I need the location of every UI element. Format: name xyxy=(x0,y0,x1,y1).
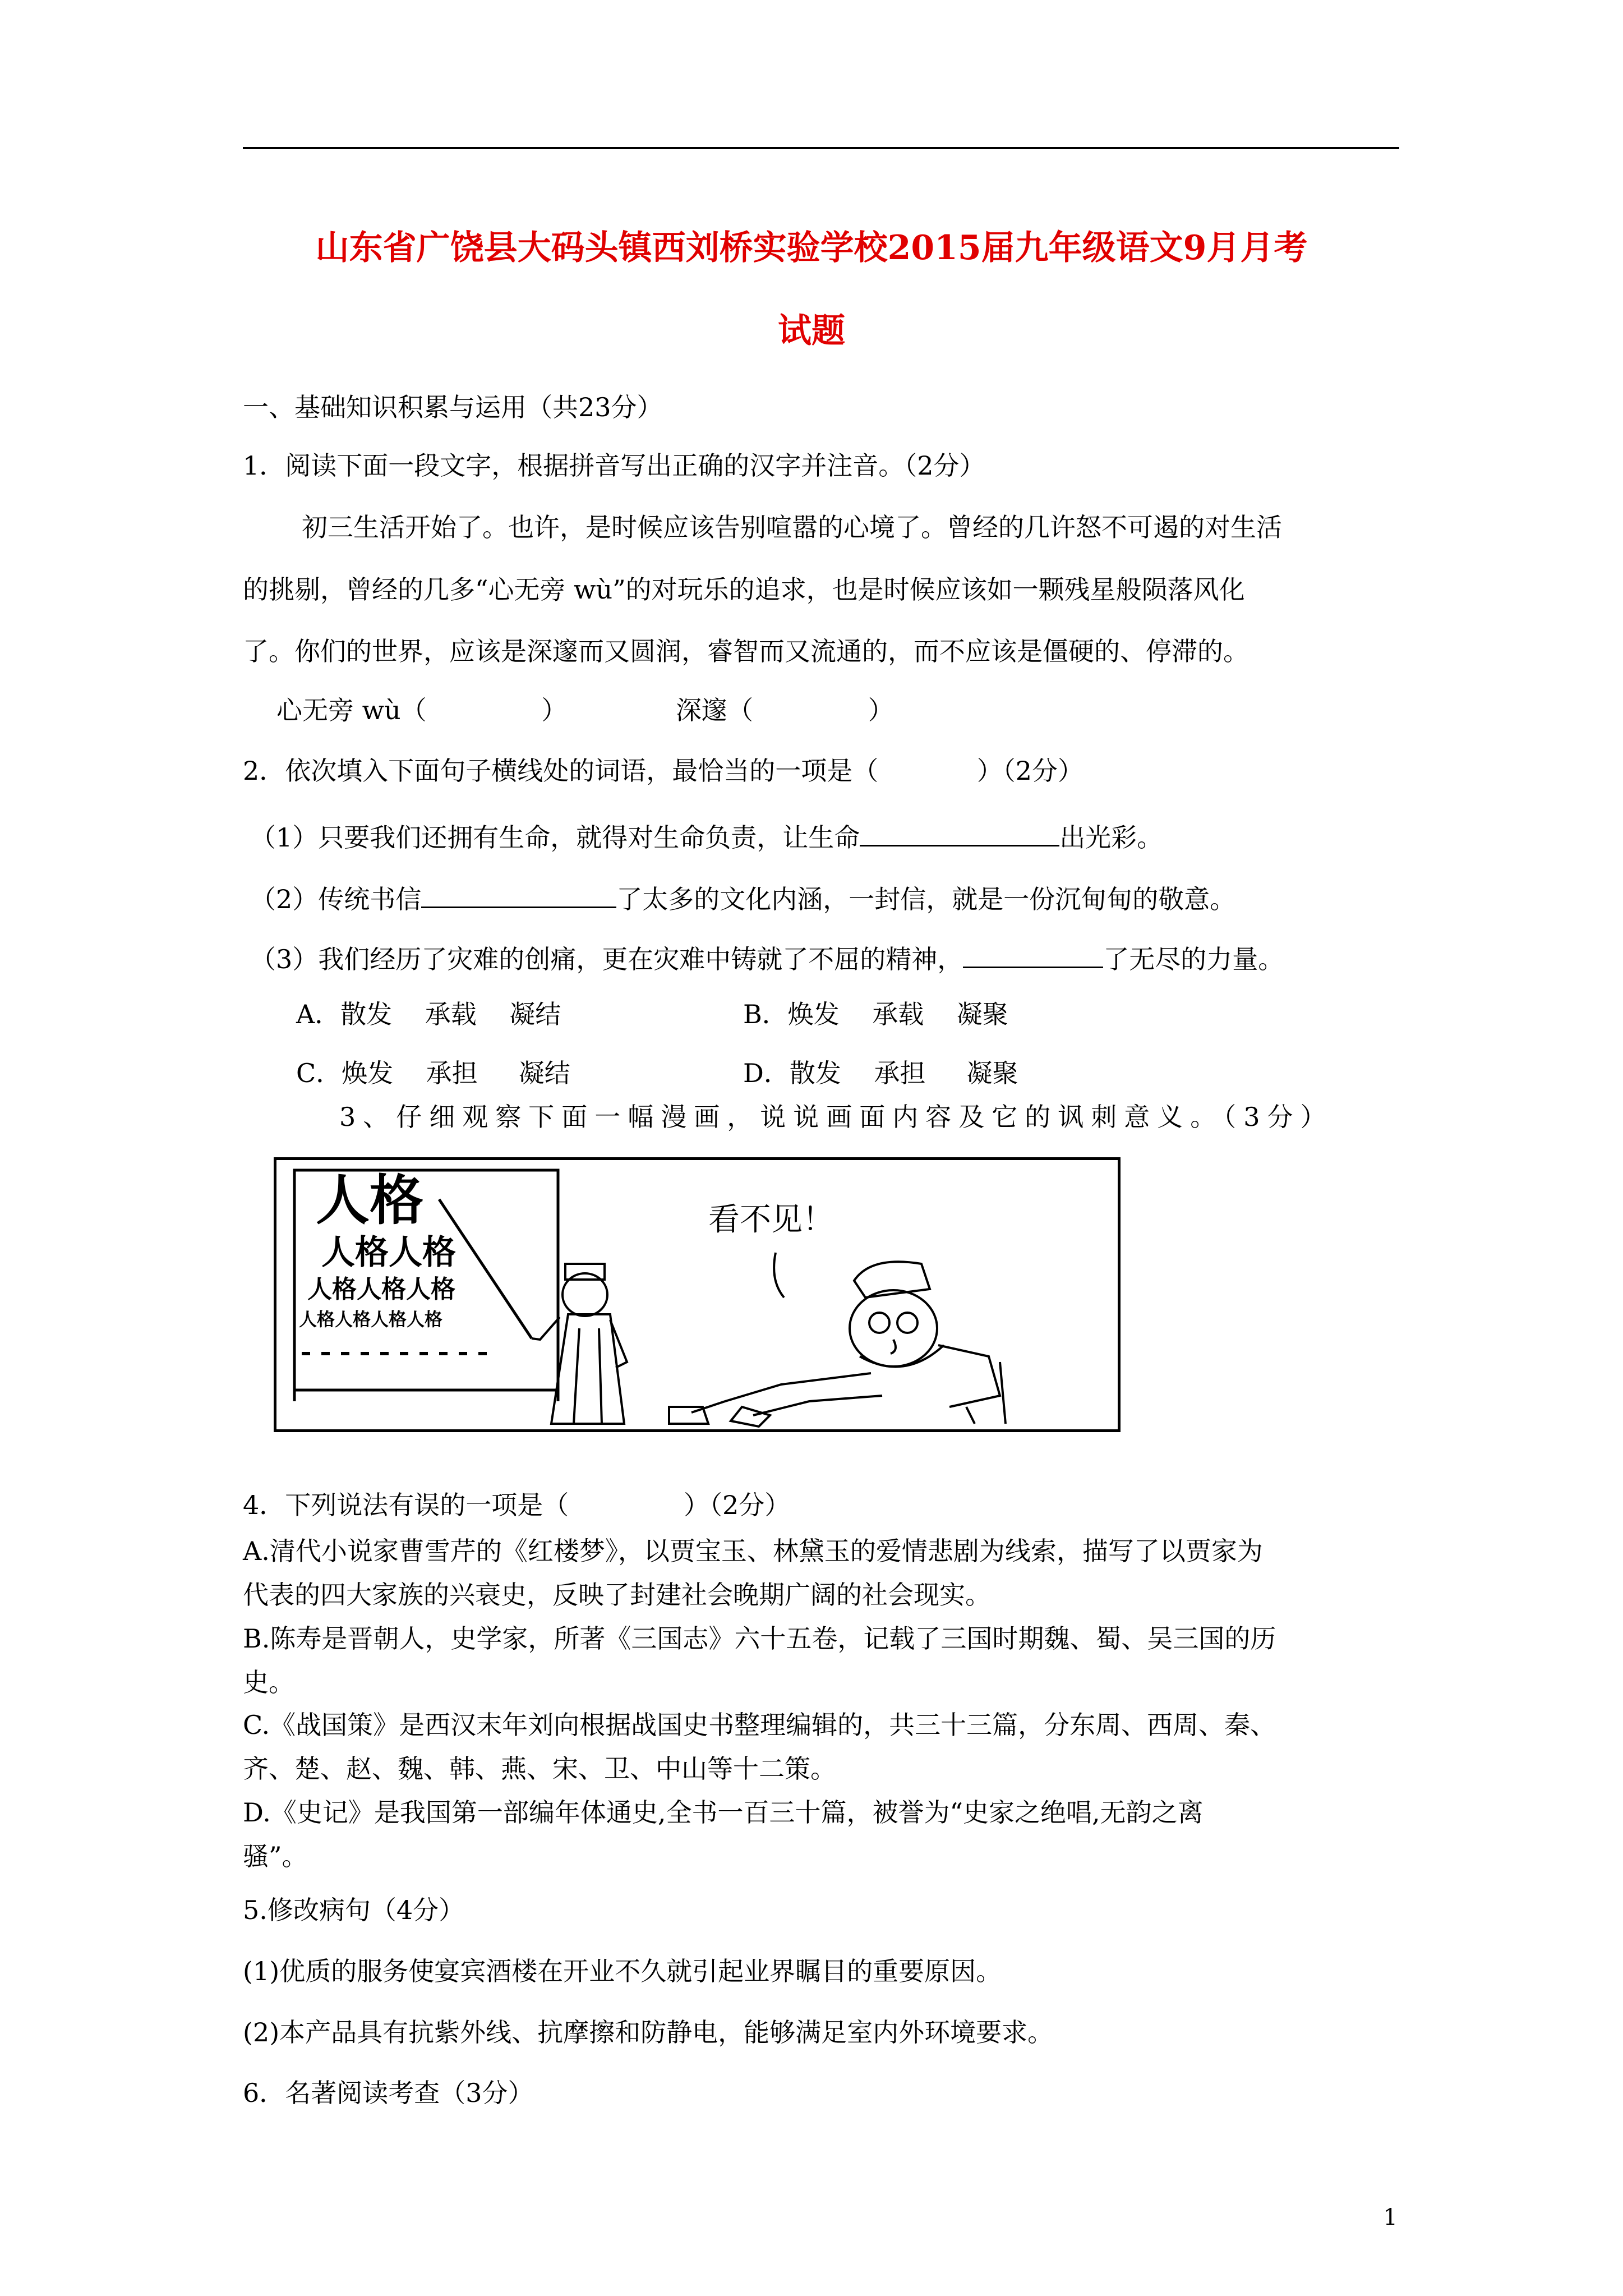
q3-prompt: 3、仔细观察下面一幅漫画，说说画面内容及它的讽刺意义。（3分） xyxy=(339,1102,1334,1132)
q2-s3-after: 了无尽的力量。 xyxy=(1103,944,1284,974)
chart-row3: 人格人格人格 xyxy=(307,1275,455,1304)
doctor-figure xyxy=(532,1264,627,1424)
q1-passage-line1: 初三生活开始了。也许，是时候应该告别喧嚣的心境了。曾经的几许怒不可遏的对生活 xyxy=(302,512,1282,542)
q4-option-b-line1: B.陈寿是晋朝人，史学家，所著《三国志》六十五卷，记载了三国时期魏、蜀、吴三国的历 xyxy=(243,1623,1276,1654)
q4-prompt: 4．下列说法有误的一项是（ ）（2分） xyxy=(243,1490,791,1520)
q2-sentence3 xyxy=(250,941,1284,972)
q2-option-d: D．散发 承担 凝聚 xyxy=(743,1058,1018,1088)
q2-s2-after: 了太多的文化内涵，一封信，就是一份沉甸甸的敬意。 xyxy=(616,884,1236,914)
speech-tail xyxy=(774,1253,784,1297)
q1-answer-b: 深邃（ ） xyxy=(676,695,894,725)
q5-sentence2: (2)本产品具有抗紫外线、抗摩擦和防静电，能够满足室内外环境要求。 xyxy=(243,2017,1054,2047)
q2-sentence2 xyxy=(250,881,1235,912)
q2-option-a: A．散发 承载 凝结 xyxy=(296,999,561,1029)
chart-row2: 人格人格 xyxy=(321,1233,456,1272)
q2-option-c: C．焕发 承担 凝结 xyxy=(296,1058,570,1088)
q4-option-a-line1: A.清代小说家曹雪芹的《红楼梦》，以贾宝玉、林黛玉的爱情悲剧为线索，描写了以贾家为 xyxy=(243,1536,1263,1566)
speech-text: 看不见！ xyxy=(708,1202,834,1238)
q1-prompt: 1．阅读下面一段文字，根据拼音写出正确的汉字并注音。（2分） xyxy=(243,450,985,481)
top-rule xyxy=(243,147,1399,149)
page-number: 1 xyxy=(1383,2205,1398,2230)
q4-option-c-line2: 齐、楚、赵、魏、韩、燕、宋、卫、中山等十二策。 xyxy=(243,1754,836,1784)
cartoon-drawing xyxy=(276,1160,1118,1429)
chart-row1: 人格 xyxy=(316,1169,423,1232)
doc-title-line1: 山东省广饶县大码头镇西刘桥实验学校2015届九年级语文9月月考 xyxy=(315,228,1308,268)
section1-heading: 一、基础知识积累与运用（共23分） xyxy=(243,392,663,422)
q2-s2-before: （2）传统书信 xyxy=(250,884,422,914)
q1-passage-line2: 的挑剔，曾经的几多“心无旁 wù”的对玩乐的追求，也是时候应该如一颗残星般陨落风化 xyxy=(243,574,1245,605)
q4-option-a-line2: 代表的四大家族的兴衰史，反映了封建社会晚期广阔的社会现实。 xyxy=(243,1580,991,1610)
q2-s3-before: （3）我们经历了灾难的创痛，更在灾难中铸就了不屈的精神， xyxy=(250,944,963,974)
q2-s1-blank xyxy=(860,819,1059,846)
chart-row4: 人格人格人格人格 xyxy=(299,1309,443,1330)
q2-s3-blank xyxy=(963,941,1103,968)
q2-s1-before: （1）只要我们还拥有生命，就得对生命负责，让生命 xyxy=(250,822,860,853)
q2-prompt: 2．依次填入下面句子横线处的词语，最恰当的一项是（ ）（2分） xyxy=(243,756,1083,786)
q4-option-d-line1: D.《史记》是我国第一部编年体通史,全书一百三十篇，被誉为“史家之绝唱,无韵之离 xyxy=(243,1797,1204,1828)
q2-s2-blank xyxy=(421,881,616,908)
q2-option-b: B．焕发 承载 凝聚 xyxy=(743,999,1008,1029)
q4-option-c-line1: C.《战国策》是西汉末年刘向根据战国史书整理编辑的，共三十三篇，分东周、西周、秦、 xyxy=(243,1710,1276,1740)
q4-option-b-line2: 史。 xyxy=(243,1667,294,1697)
q1-passage-line3: 了。你们的世界，应该是深邃而又圆润，睿智而又流通的，而不应该是僵硬的、停滞的。 xyxy=(243,636,1249,666)
q5-sentence1: (1)优质的服务使宴宾酒楼在开业不久就引起业界瞩目的重要原因。 xyxy=(243,1956,1002,1986)
q1-answer-a: 心无旁 wù（ ） xyxy=(276,695,568,725)
doc-title-line2: 试题 xyxy=(778,311,845,351)
cartoon-figure xyxy=(274,1157,1121,1432)
q2-sentence1 xyxy=(250,819,1163,853)
seated-man-figure xyxy=(669,1262,1006,1427)
q4-option-d-line2: 骚”。 xyxy=(243,1841,308,1871)
q6-prompt: 6．名著阅读考查（3分） xyxy=(243,2078,534,2108)
q5-prompt: 5.修改病句（4分） xyxy=(243,1895,465,1925)
q2-s1-after: 出光彩。 xyxy=(1059,822,1163,853)
